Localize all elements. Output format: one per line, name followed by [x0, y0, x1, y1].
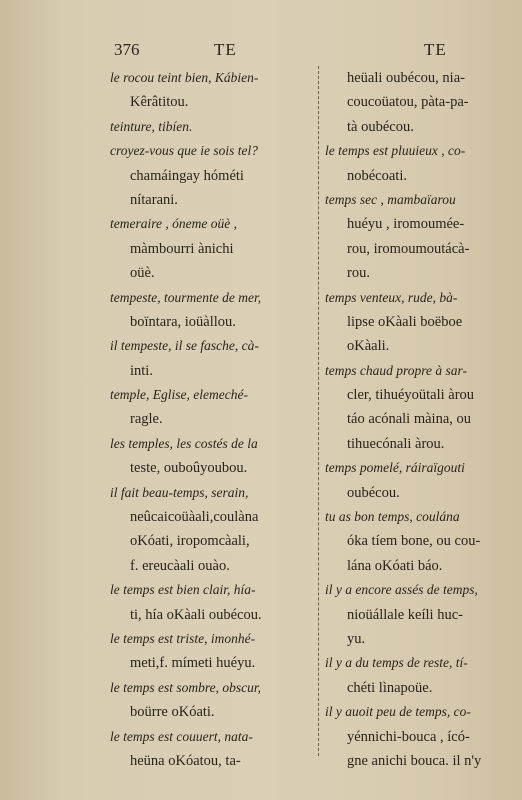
right-column-line: tihuecónali àrou.	[347, 435, 445, 452]
left-column-line: le temps est triste, imonhé-	[110, 630, 256, 646]
right-column-line: gne anichi bouca. il n'y	[347, 752, 482, 769]
right-column-line: rou.	[347, 265, 370, 282]
left-column-line: tempeste, tourmente de mer,	[110, 289, 262, 305]
right-column-line: tu as bon temps, coulána	[325, 509, 460, 525]
left-column-line: ti, hía oKàali oubécou.	[130, 606, 262, 623]
left-column-line: heüna oKóatou, ta-	[130, 752, 241, 769]
right-column-line: coucoüatou, pàta-pa-	[347, 94, 469, 111]
left-column-line: il fait beau-temps, serain,	[110, 484, 249, 500]
right-column-line: yu.	[347, 630, 366, 647]
left-column-line: il tempeste, il se fasche, cà-	[110, 338, 259, 354]
left-column-line: croyez-vous que ie sois tel?	[110, 143, 258, 159]
right-column-line: le temps est pluuieux , co-	[325, 143, 466, 159]
right-column-line: lipse oKàali boëboe	[347, 313, 463, 330]
right-column-line: oubécou.	[347, 484, 400, 501]
right-column-line: tà oubécou.	[347, 118, 414, 135]
right-column-line: temps chaud propre à sar-	[325, 362, 467, 378]
right-column-line: heüali oubécou, nia-	[347, 70, 465, 86]
right-column-line: oKàali.	[347, 338, 390, 355]
left-column-line: inti.	[130, 362, 153, 379]
page-header	[0, 40, 522, 66]
right-column-line: temps sec , mambaïarou	[325, 191, 456, 207]
left-column-line: temeraire , óneme oüè ,	[110, 216, 237, 232]
right-column-line: yénnichi-bouca , ícó-	[347, 728, 470, 745]
left-column-line: oKóati, iropomcàali,	[130, 533, 250, 550]
right-column-line: cler, tihuéyoütali àrou	[347, 387, 475, 404]
right-column-line: chéti lìnapoüe.	[347, 679, 433, 696]
running-head-left: TE	[214, 40, 237, 59]
left-column-line: teste, ouboûyoubou.	[130, 460, 248, 477]
right-column-line: óka tíem bone, ou cou-	[347, 533, 481, 550]
left-column-line: màmbourri ànichi	[130, 240, 234, 257]
left-column-line: nítarani.	[130, 191, 178, 208]
right-column-line: huéyu , iromoumée-	[347, 216, 465, 233]
left-column-line: oüè.	[130, 265, 155, 282]
left-column-line: le temps est couuert, nata-	[110, 728, 253, 744]
right-column-line: táo acónali màina, ou	[347, 411, 472, 428]
left-column-line: neûcaicoüàali,coulàna	[130, 509, 259, 526]
right-column-line: temps pomelé, ráiraïgouti	[325, 460, 465, 476]
running-head-right: TE	[424, 40, 447, 59]
left-column-line: les temples, les costés de la	[110, 435, 258, 451]
left-column-line: f. ereucàali ouào.	[130, 557, 230, 574]
left-column-line: Kêrâtitou.	[130, 94, 189, 111]
right-column-line: rou, iromoumoutácà-	[347, 240, 470, 257]
right-column-line: il y a du temps de reste, tí-	[325, 655, 468, 671]
right-column-line: lána oKóati báo.	[347, 557, 443, 574]
left-column-line: meti,f. mímeti huéyu.	[130, 655, 256, 672]
left-column-line: chamáingay hóméti	[130, 167, 244, 184]
left-column-line: ragle.	[130, 411, 163, 428]
column-divider	[318, 66, 319, 756]
left-column-line: temple, Eglise, elemeché-	[110, 387, 248, 403]
left-column-line: le temps est sombre, obscur,	[110, 679, 261, 695]
left-column	[110, 66, 316, 773]
right-column	[325, 66, 522, 773]
left-column-line: teinture, tibíen.	[110, 118, 193, 134]
left-column-line: le rocou teint bien, Kábien-	[110, 70, 259, 85]
right-column-line: nioüállale keíli huc-	[347, 606, 463, 623]
left-column-line: boürre oKóati.	[130, 704, 215, 721]
right-column-line: temps venteux, rude, bà-	[325, 289, 458, 305]
left-column-line: boïntara, ioüàllou.	[130, 313, 236, 330]
right-column-line: il y auoit peu de temps, co-	[325, 704, 471, 720]
page-number: 376	[114, 40, 140, 59]
left-column-line: le temps est bien clair, hía-	[110, 582, 256, 598]
right-column-line: il y a encore assés de temps,	[325, 582, 478, 598]
right-column-line: nobécoati.	[347, 167, 407, 184]
